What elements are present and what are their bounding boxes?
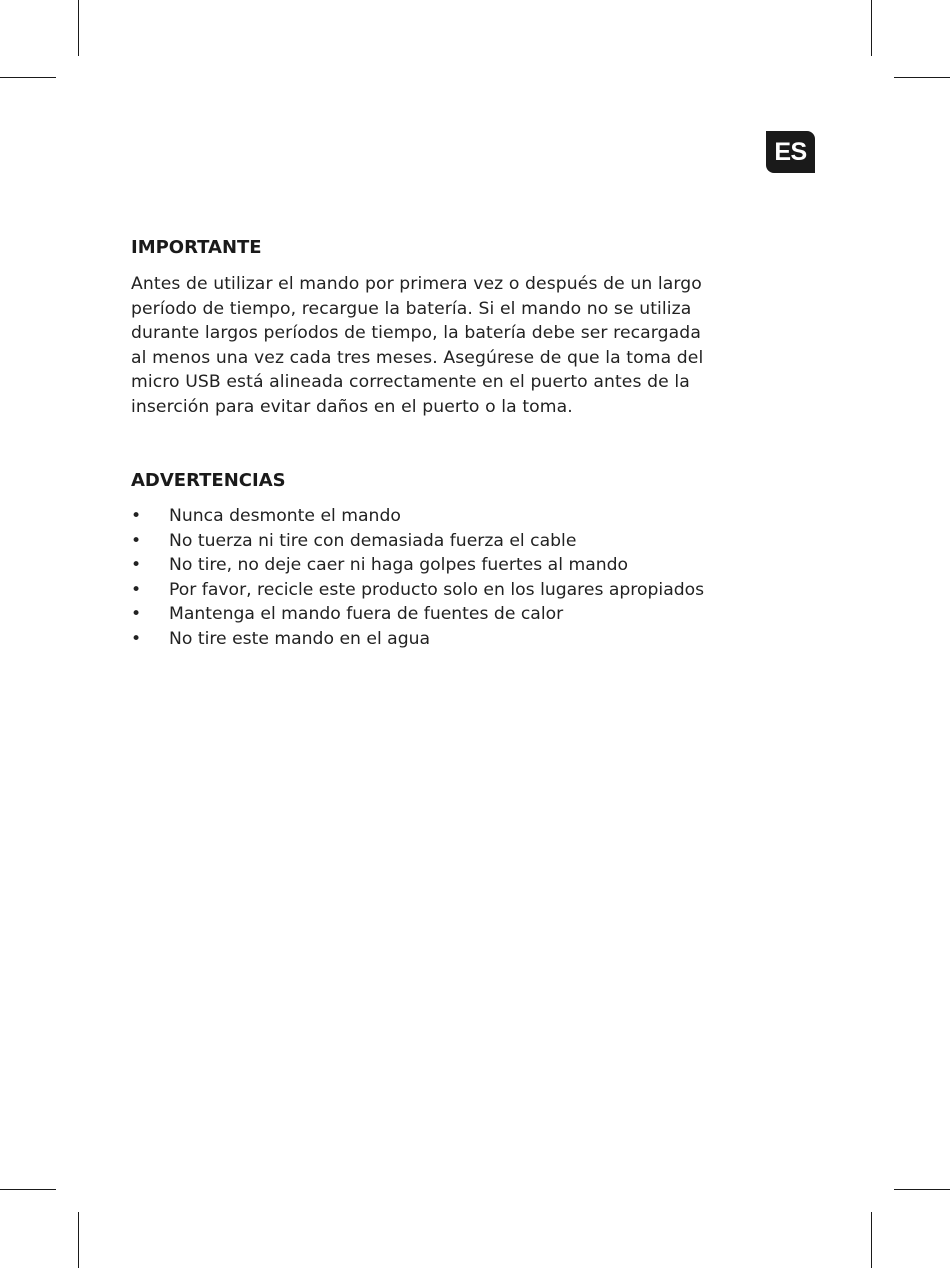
list-item: [131, 602, 704, 627]
language-badge: ES: [766, 131, 815, 173]
warning-text: No tire este mando en el agua: [169, 628, 431, 649]
crop-mark-top-left-horizontal: [0, 77, 56, 78]
crop-mark-top-left-vertical: [78, 0, 79, 56]
bullet-icon: •: [131, 628, 142, 649]
warning-text: Nunca desmonte el mando: [169, 506, 401, 526]
warnings-heading: ADVERTENCIAS: [131, 470, 286, 491]
warning-text: Por favor, recicle este producto solo en los lugares apropiados: [169, 579, 705, 600]
important-line: Antes de utilizar el mando por primera vez o después de un largo: [131, 274, 702, 294]
warning-text: No tire, no deje caer ni haga golpes fuertes al mando: [169, 555, 629, 576]
important-line: al menos una vez cada tres meses. Asegúrese de que la toma del: [131, 347, 704, 368]
crop-mark-top-right-vertical: [871, 0, 872, 56]
list-item: [131, 578, 704, 603]
bullet-icon: •: [131, 555, 142, 576]
important-line: período de tiempo, recargue la batería. Si el mando no se utiliza: [131, 298, 692, 319]
list-item: [131, 504, 704, 529]
important-line: micro USB está alineada correctamente en el puerto antes de la: [131, 372, 690, 392]
crop-mark-bottom-right-vertical: [871, 1212, 872, 1268]
crop-mark-bottom-left-vertical: [78, 1212, 79, 1268]
bullet-icon: •: [131, 506, 142, 526]
crop-mark-bottom-left-horizontal: [0, 1189, 56, 1190]
bullet-icon: •: [131, 604, 142, 625]
bullet-icon: •: [131, 530, 142, 551]
warnings-list: [131, 504, 704, 652]
list-item: [131, 553, 704, 578]
warning-text: Mantenga el mando fuera de fuentes de calor: [169, 604, 564, 625]
warning-text: No tuerza ni tire con demasiada fuerza el cable: [169, 530, 577, 551]
bullet-icon: •: [131, 579, 142, 600]
important-line: inserción para evitar daños en el puerto o la toma.: [131, 396, 573, 417]
list-item: [131, 627, 704, 652]
important-paragraph: [131, 272, 821, 419]
crop-mark-top-right-horizontal: [894, 77, 950, 78]
important-heading: IMPORTANTE: [131, 237, 262, 258]
important-line: durante largos períodos de tiempo, la batería debe ser recargada: [131, 323, 701, 343]
list-item: [131, 529, 704, 554]
crop-mark-bottom-right-horizontal: [894, 1189, 950, 1190]
